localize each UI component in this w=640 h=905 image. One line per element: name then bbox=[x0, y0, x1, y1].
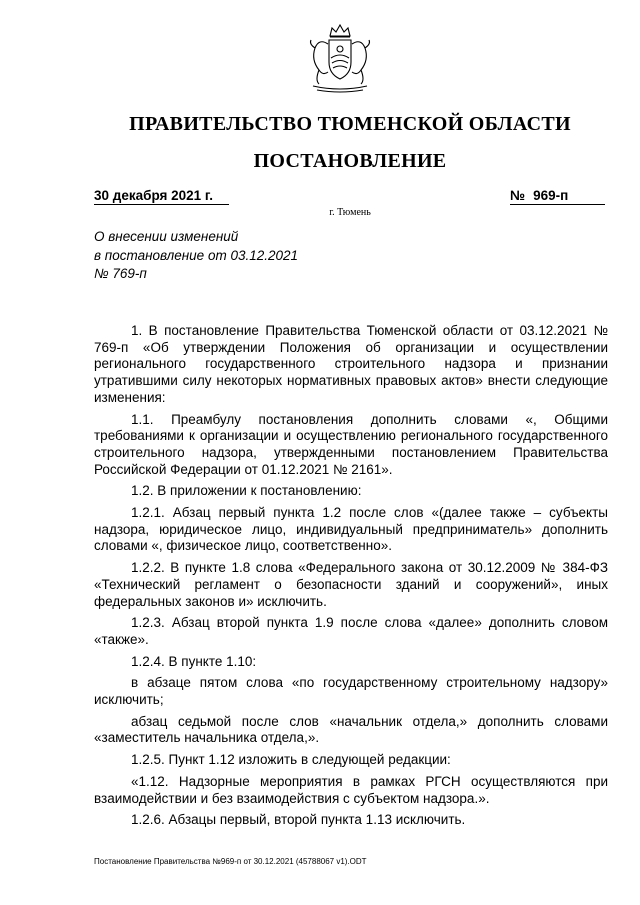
body-paragraph: 1.2.1. Абзац первый пункта 1.2 после слов «(далее также – субъекты надзора, юридическое лицо, индивидуальный предприниматель» дополнить словами «, физическое лицо, соответственно». bbox=[94, 505, 608, 554]
body-paragraph: 1.2.6. Абзацы первый, второй пункта 1.13 исключить. bbox=[131, 812, 466, 828]
subject-line: в постановление от 03.12.2021 bbox=[94, 247, 299, 263]
number-value: 969-п bbox=[533, 188, 569, 203]
subject-line: № 769-п bbox=[94, 266, 147, 281]
document-number bbox=[510, 188, 605, 205]
document-subject bbox=[94, 228, 354, 284]
body-paragraph: 1.2.2. В пункте 1.8 слова «Федерального закона от 30.12.2009 № 384-ФЗ «Технический регламент о безопасности зданий и сооружений», иных федеральных законов и» исключить. bbox=[94, 560, 608, 609]
body-paragraph: абзац седьмой после слов «начальник отдела,» дополнить словами «заместитель начальника отдела,». bbox=[94, 713, 608, 746]
document-city: г. Тюмень bbox=[329, 207, 371, 218]
document-type-title: ПОСТАНОВЛЕНИЕ bbox=[253, 150, 447, 172]
body-paragraph: 1.2.5. Пункт 1.12 изложить в следующей редакции: bbox=[131, 752, 451, 768]
body-paragraph: 1.2.3. Абзац второй пункта 1.9 после слова «далее» дополнить словом «также». bbox=[94, 615, 608, 647]
body-paragraph: 1.2. В приложении к постановлению: bbox=[131, 483, 362, 499]
number-sign: № bbox=[510, 188, 526, 203]
body-paragraph: 1.2.4. В пункте 1.10: bbox=[131, 653, 257, 669]
coat-of-arms-icon bbox=[297, 22, 383, 94]
subject-line: О внесении изменений bbox=[94, 229, 239, 244]
document-footer: Постановление Правительства №969-п от 30.12.2021 (45788067 v1).ODT bbox=[94, 857, 367, 866]
government-title: ПРАВИТЕЛЬСТВО ТЮМЕНСКОЙ ОБЛАСТИ bbox=[129, 113, 571, 135]
document-date: 30 декабря 2021 г. bbox=[94, 188, 229, 205]
body-paragraph: в абзаце пятом слова «по государственному строительному надзору» исключить; bbox=[94, 675, 608, 708]
document-body bbox=[94, 323, 608, 834]
body-paragraph: 1.1. Преамбулу постановления дополнить словами «, Общими требованиями к организации и осуществлению регионального государственного строительного надзора, утвержденными постановлением Правительства Российской Федерации от 01.12.2021 № 2161». bbox=[94, 411, 608, 477]
body-paragraph: 1. В постановление Правительства Тюменской области от 03.12.2021 № 769-п «Об утверждении Положения об организации и осуществлении регионального государственного строительного надзора и признании утратившими силу некоторых нормативных правовых актов» внести следующие изменения: bbox=[94, 323, 608, 405]
body-paragraph: «1.12. Надзорные мероприятия в рамках РГСН осуществляются при взаимодействии и без взаимодействия с субъектом надзора.». bbox=[94, 773, 608, 806]
